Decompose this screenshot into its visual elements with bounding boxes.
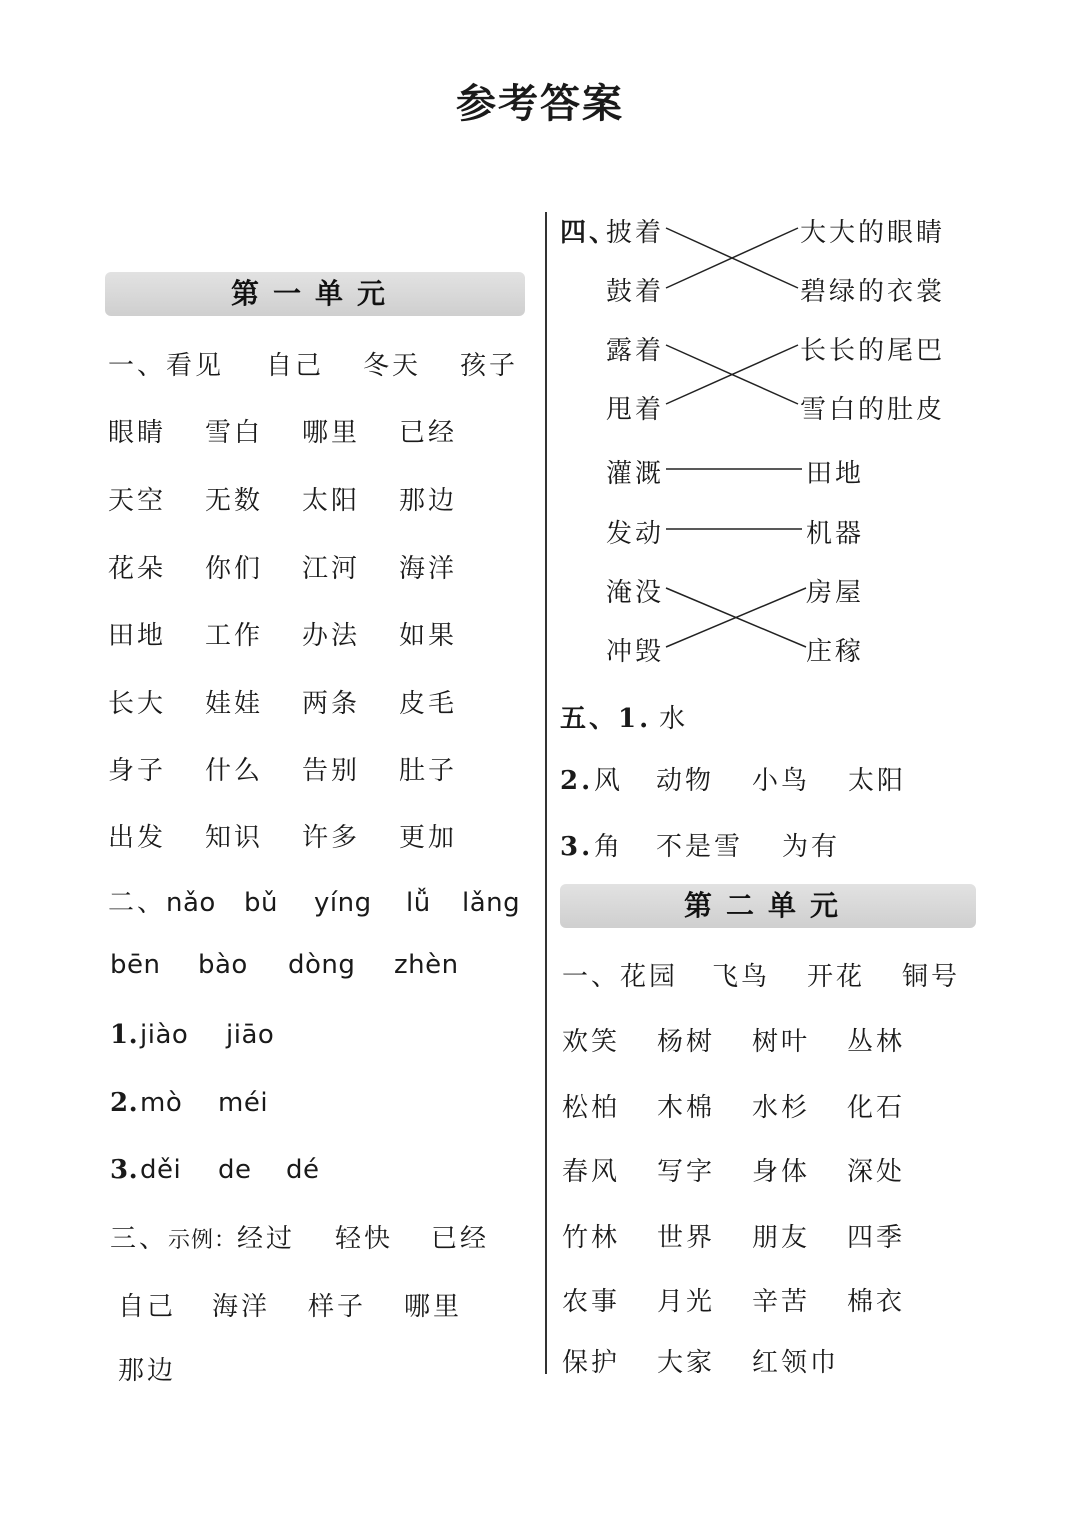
pinyin: děi <box>140 1155 182 1185</box>
match-left-item: 发动 <box>606 519 665 549</box>
pinyin: lǎng <box>462 888 521 918</box>
word: 小鸟 <box>752 766 811 796</box>
word: 月光 <box>657 1287 716 1317</box>
section-label: 三、 <box>110 1224 169 1254</box>
word: 写字 <box>657 1157 716 1187</box>
word: 海洋 <box>212 1292 271 1322</box>
section-five-item-2 <box>560 760 906 797</box>
unit-two-row <box>562 1021 905 1058</box>
pinyin: dé <box>286 1155 320 1185</box>
word: 看见 <box>166 351 225 381</box>
word: 四季 <box>847 1223 906 1253</box>
word: 经过 <box>237 1224 296 1254</box>
word: 许多 <box>302 823 361 853</box>
pinyin: bēn <box>110 950 161 980</box>
word: 那边 <box>399 486 458 516</box>
word: 海洋 <box>399 554 458 584</box>
word: 哪里 <box>302 418 361 448</box>
match-left-item: 甩着 <box>606 395 665 425</box>
section-four-label: 四、 <box>560 218 619 248</box>
word: 花朵 <box>108 554 167 584</box>
word: 什么 <box>205 756 264 786</box>
word: 娃娃 <box>205 689 264 719</box>
match-right-item: 机器 <box>806 519 865 549</box>
word: 杨树 <box>657 1027 716 1057</box>
word: 角 <box>594 832 624 862</box>
word: 更加 <box>399 823 458 853</box>
word: 不是雪 <box>656 832 744 862</box>
pinyin: lǚ <box>406 888 431 918</box>
word: 无数 <box>205 486 264 516</box>
unit-two-row <box>562 1342 839 1379</box>
word: 红领巾 <box>752 1348 840 1378</box>
match-right-item: 长长的尾巴 <box>800 336 946 366</box>
word: 水 <box>659 704 689 734</box>
word: 为有 <box>782 832 841 862</box>
word: 朋友 <box>752 1223 811 1253</box>
word: 开花 <box>807 962 866 992</box>
match-left-item: 淹没 <box>606 578 665 608</box>
item-number: 2. <box>560 766 594 796</box>
word: 轻快 <box>335 1224 394 1254</box>
unit-two-row <box>562 1217 905 1254</box>
word: 告别 <box>302 756 361 786</box>
pinyin: jiào <box>140 1020 189 1050</box>
word: 欢笑 <box>562 1027 621 1057</box>
pinyin: méi <box>218 1088 269 1118</box>
word: 竹林 <box>562 1223 621 1253</box>
word: 江河 <box>302 554 361 584</box>
word: 水杉 <box>752 1093 811 1123</box>
word: 辛苦 <box>752 1287 811 1317</box>
word: 两条 <box>302 689 361 719</box>
pinyin: bào <box>198 950 248 980</box>
word: 太阳 <box>302 486 361 516</box>
word: 孩子 <box>460 351 519 381</box>
word: 身体 <box>752 1157 811 1187</box>
pinyin: zhèn <box>394 950 459 980</box>
word: 身子 <box>108 756 167 786</box>
pinyin: de <box>218 1155 252 1185</box>
match-right-item: 房屋 <box>806 578 865 608</box>
pinyin: jiāo <box>226 1020 275 1050</box>
word: 已经 <box>399 418 458 448</box>
match-left-item: 披着 <box>606 218 665 248</box>
word: 世界 <box>657 1223 716 1253</box>
word: 办法 <box>302 621 361 651</box>
word: 长大 <box>108 689 167 719</box>
item-number: 1. <box>618 704 652 734</box>
word: 风 <box>594 766 624 796</box>
word: 松柏 <box>562 1093 621 1123</box>
word: 丛林 <box>847 1027 906 1057</box>
word: 出发 <box>108 823 167 853</box>
unit-two-row <box>562 1281 905 1318</box>
match-left-item: 冲毁 <box>606 637 665 667</box>
section-label: 五、 <box>560 704 619 734</box>
match-left-item: 露着 <box>606 336 665 366</box>
item-number: 2. <box>110 1088 139 1118</box>
word: 样子 <box>308 1292 367 1322</box>
unit-two-row <box>562 1087 905 1124</box>
pinyin: yíng <box>314 888 372 918</box>
word: 木棉 <box>657 1093 716 1123</box>
section-label: 一、 <box>562 962 621 992</box>
item-number: 1. <box>110 1020 139 1050</box>
match-left-item: 鼓着 <box>606 277 665 307</box>
unit-two-row <box>562 1151 905 1188</box>
unit-one-banner: 第一单元 <box>105 272 525 316</box>
word: 自己 <box>266 351 325 381</box>
pinyin: dòng <box>288 950 356 980</box>
section-five-item-3 <box>560 826 840 863</box>
word: 天空 <box>108 486 167 516</box>
word: 树叶 <box>752 1027 811 1057</box>
unit-two-row <box>562 956 960 993</box>
word: 肚子 <box>399 756 458 786</box>
item-number: 3. <box>560 832 594 862</box>
page-title: 参考答案 <box>456 81 624 127</box>
word: 田地 <box>108 621 167 651</box>
word: 化石 <box>847 1093 906 1123</box>
word: 太阳 <box>848 766 907 796</box>
match-right-item: 雪白的肚皮 <box>800 395 946 425</box>
word: 农事 <box>562 1287 621 1317</box>
match-right-item: 田地 <box>806 459 865 489</box>
word: 如果 <box>399 621 458 651</box>
word: 棉衣 <box>847 1287 906 1317</box>
word: 雪白 <box>205 418 264 448</box>
word: 工作 <box>205 621 264 651</box>
section-five-item-1 <box>560 698 688 735</box>
word: 已经 <box>431 1224 490 1254</box>
example-prefix: 示例： <box>168 1228 238 1253</box>
section-label: 一、 <box>108 351 167 381</box>
pinyin: mò <box>140 1088 183 1118</box>
match-left-item: 灌溉 <box>606 459 665 489</box>
unit-two-banner: 第二单元 <box>560 884 976 928</box>
word: 哪里 <box>404 1292 463 1322</box>
word: 动物 <box>656 766 715 796</box>
section-label: 二、 <box>108 888 167 918</box>
word: 皮毛 <box>399 689 458 719</box>
match-right-item: 碧绿的衣裳 <box>800 277 946 307</box>
word: 花园 <box>620 962 679 992</box>
word: 知识 <box>205 823 264 853</box>
word: 自己 <box>118 1292 177 1322</box>
word: 飞鸟 <box>712 962 771 992</box>
item-number: 3. <box>110 1155 139 1185</box>
word: 铜号 <box>902 962 961 992</box>
word: 春风 <box>562 1157 621 1187</box>
word: 深处 <box>847 1157 906 1187</box>
pinyin: bǔ <box>244 888 278 918</box>
match-right-item: 庄稼 <box>806 637 865 667</box>
word: 冬天 <box>363 351 422 381</box>
word: 大家 <box>657 1348 716 1378</box>
pinyin: nǎo <box>166 888 216 918</box>
match-right-item: 大大的眼睛 <box>800 218 946 248</box>
word: 眼睛 <box>108 418 167 448</box>
word: 保护 <box>562 1348 621 1378</box>
word: 那边 <box>118 1356 177 1386</box>
word: 你们 <box>205 554 264 584</box>
